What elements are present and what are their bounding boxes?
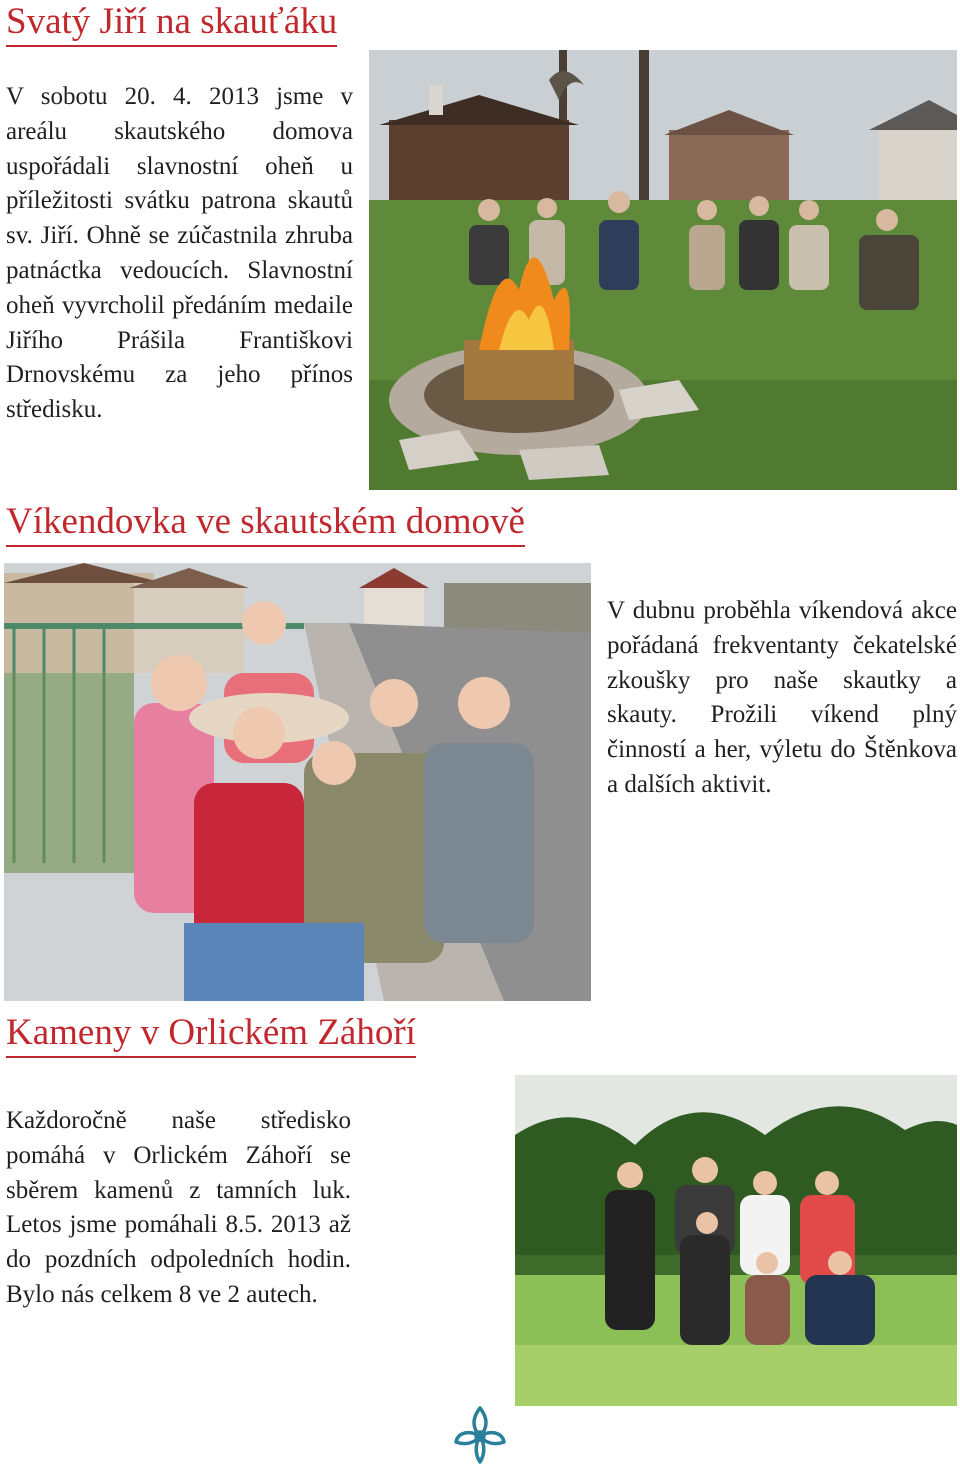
section-text-kameny: Každoročně naše středisko pomáhá v Orlickém Záhoří se sběrem kamenů z tamních luk. Letos jsme pomáhali 8.5. 2013 až do pozdních odpoledních hodin. Bylo nás celkem 8 ve 2 autech. (6, 1107, 351, 1308)
section-text-vikendovka: V dubnu proběhla víkendová akce pořádaná frekventanty čekatelské zkoušky pro naše skautky a skauty. Prožili víkend plný činností a her, výletu do Štěnkova a dalších aktivit. (607, 597, 957, 798)
scout-lily-icon (448, 1402, 512, 1466)
section-title-vikendovka: Víkendovka ve skautském domově (6, 500, 525, 547)
section-title-kameny: Kameny v Orlickém Záhoří (6, 1011, 416, 1058)
campfire-photo (369, 50, 957, 490)
street-group-photo (4, 563, 591, 1001)
forest-group-photo (515, 1075, 957, 1406)
section-title-svaty-jiri: Svatý Jiří na skauťáku (6, 0, 337, 47)
section-text-svaty-jiri: V sobotu 20. 4. 2013 jsme v areálu skautského domova uspořádali slavnostní oheň u příležitosti svátku patrona skautů sv. Jiří. Ohně se zúčastnila zhruba patnáctka vedoucích. Slavnostní oheň vyvrcholil předáním medaile Jiřího Prášila Františkovi Drnovskému za jeho přínos středisku. (6, 83, 353, 424)
